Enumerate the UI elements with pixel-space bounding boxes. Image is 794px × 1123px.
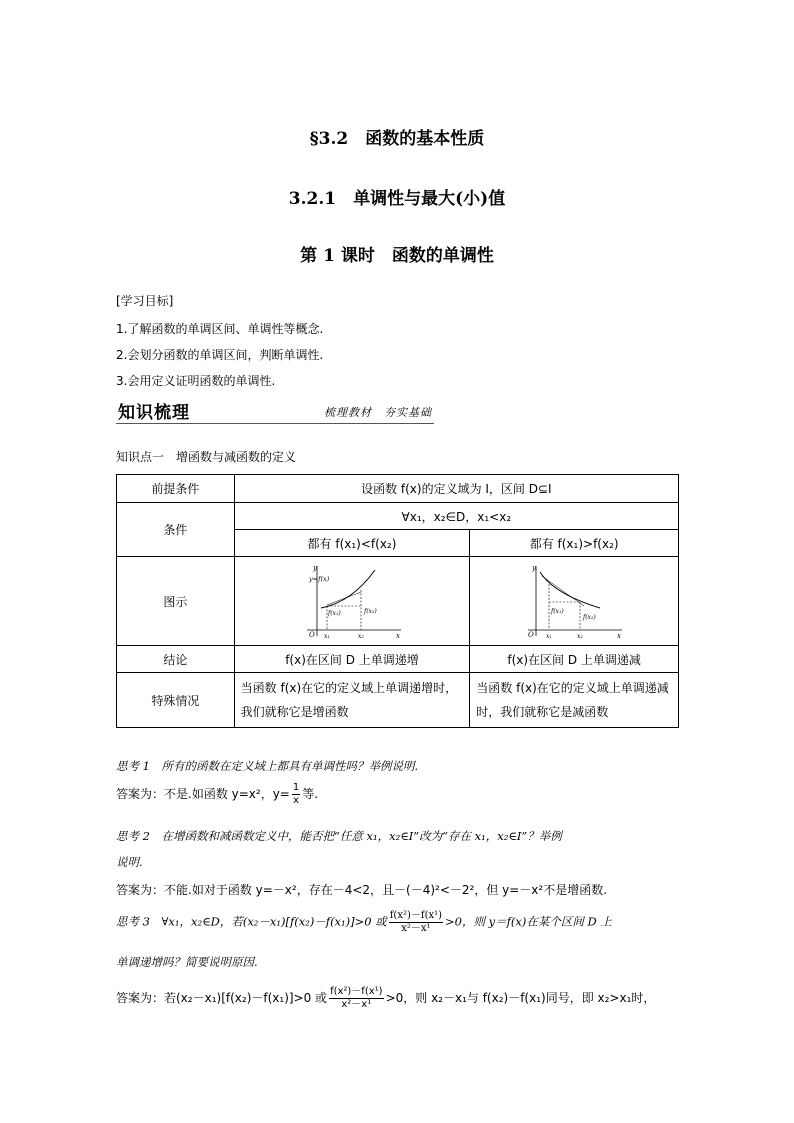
conclusion-decreasing: f(x)在区间 D 上单调递减 — [470, 646, 679, 673]
row-label-condition: 条件 — [117, 503, 235, 557]
think2-question-cont: 说明. — [116, 855, 143, 869]
objective-item: 3.会用定义证明函数的单调性. — [116, 374, 276, 388]
objective-item: 1.了解函数的单调区间、单调性等概念. — [116, 322, 324, 336]
fx1-label: f(x₁) — [551, 608, 564, 615]
origin-label: O — [308, 631, 315, 639]
x-label: x — [395, 632, 400, 640]
y-label: y — [532, 564, 537, 572]
x1-label: x₁ — [546, 633, 552, 640]
think2-answer: 答案为：不能.如对于函数 y=－x²，存在－4<2，且－(－4)²<－2²，但 y=－x²不是增函数. — [116, 883, 608, 897]
think1-answer-text: 答案为：不是.如函数 y=x²，y= — [116, 787, 290, 801]
x2-label: x₂ — [577, 633, 583, 640]
decreasing-graph — [470, 557, 679, 646]
special-increasing: 当函数 f(x)在它的定义域上单调递增时，我们就称它是增函数 — [234, 673, 470, 728]
lesson-title: 第 1 课时 函数的单调性 — [300, 246, 494, 266]
secant-line — [327, 592, 361, 605]
section-banner — [116, 396, 436, 426]
banner-divider — [116, 423, 434, 424]
knowledge-point-title: 知识点一 增函数与减函数的定义 — [116, 450, 297, 464]
x-label: x — [617, 632, 622, 640]
think3-question: 思考 3 ∀x₁，x₂∈D，若(x₂－x₁)[f(x₂)－f(x₁)]>0 或 $\frac{\text{f(x²)－f(x¹)}}{\text{x²－x¹}}$ >0，则 y＝f(x)在某个区间 D 上 — [116, 910, 612, 934]
think1-answer-tail: 等. — [302, 787, 319, 801]
condition-increasing: 都有 f(x₁)<f(x₂) — [234, 530, 470, 557]
fx2-label: f(x₂) — [363, 608, 377, 615]
banner-title: 知识梳理 — [118, 403, 190, 423]
fraction: $\frac{1}{x}$ — [292, 782, 300, 806]
row-label-figure: 图示 — [117, 557, 235, 646]
secant-line — [542, 576, 584, 606]
section-title: §3.2 函数的基本性质 — [309, 129, 485, 149]
banner-subtitle: 梳理教材 夯实基础 — [324, 406, 432, 419]
increasing-graph-svg — [297, 562, 407, 640]
row-label-special: 特殊情况 — [117, 673, 235, 728]
think1-answer — [116, 782, 686, 807]
curve-label: y=f(x) — [308, 575, 330, 583]
y-label: y — [312, 564, 317, 572]
origin-label: O — [528, 631, 534, 639]
condition-decreasing: 都有 f(x₁)>f(x₂) — [470, 530, 679, 557]
special-decreasing: 当函数 f(x)在它的定义域上单调递减时，我们就称它是减函数 — [470, 673, 679, 728]
fraction: $\frac{\text{f(x²)－f(x¹)}}{\text{x²－x¹}}$ — [389, 910, 443, 934]
condition-value: ∀x₁，x₂∈D，x₁<x₂ — [234, 503, 678, 530]
subsection-title: 3.2.1 单调性与最大(小)值 — [288, 189, 506, 209]
row-label-conclusion: 结论 — [117, 646, 235, 673]
fx2-label: f(x₂) — [583, 614, 596, 621]
x2-label: x₂ — [357, 633, 364, 640]
conclusion-increasing: f(x)在区间 D 上单调递增 — [234, 646, 470, 673]
definition-table — [116, 474, 679, 728]
think3-question-cont: 单调递增吗？简要说明原因. — [116, 955, 258, 969]
premise-value: 设函数 f(x)的定义域为 I，区间 D⊆I — [234, 475, 678, 503]
x1-label: x₁ — [323, 633, 330, 640]
objectives-label: [学习目标] — [116, 294, 174, 308]
think1-question: 思考 1 所有的函数在定义域上都具有单调性吗？举例说明. — [116, 759, 419, 773]
increasing-graph — [234, 557, 470, 646]
think2-question: 思考 2 在增函数和减函数定义中，能否把“任意 x₁，x₂∈I”改为“存在 x₁，x₂∈I”？举例 — [116, 829, 562, 843]
think3-answer: 答案为：若(x₂－x₁)[f(x₂)－f(x₁)]>0 或 $\frac{\text{f(x²)－f(x¹)}}{\text{x²－x¹}}$ >0，则 x₂－x₁与 f(x₂)－f(x₁)同号，即 x₂>x₁时， — [116, 986, 656, 1010]
fx1-label: f(x₁) — [327, 610, 341, 617]
decreasing-graph-svg — [522, 562, 626, 640]
row-label-premise: 前提条件 — [117, 475, 235, 503]
fraction: $\frac{\text{f(x²)－f(x¹)}}{\text{x²－x¹}}$ — [330, 986, 383, 1010]
objective-item: 2.会划分函数的单调区间，判断单调性. — [116, 348, 324, 362]
